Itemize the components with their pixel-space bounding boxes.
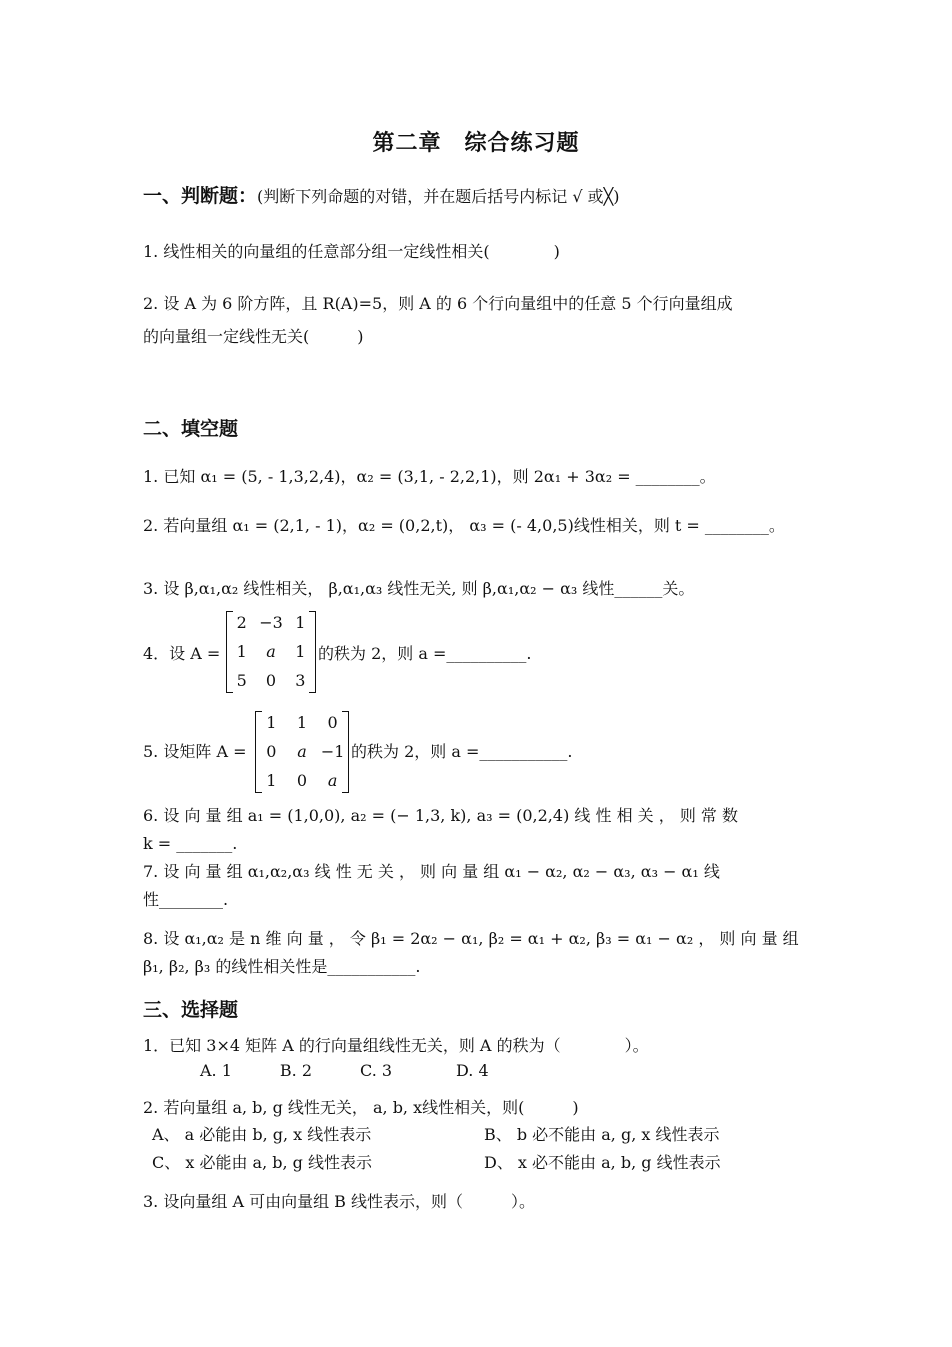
s2-question-5-prefix: 5. 设矩阵 A = (143, 742, 247, 761)
section-2-heading: 二、填空题 (143, 418, 239, 440)
s2-question-8-line-1: 8. 设 α₁,α₂ 是 n 维 向 量 ， 令 β₁ = 2α₂ − α₁, β₂ = α₁ + α₂, β₃ = α₁ − α₂ ， 则 向 量 组 (143, 929, 799, 948)
s2-question-7-line-1: 7. 设 向 量 组 α₁,α₂,α₃ 线 性 无 关 ， 则 向 量 组 α₁ − α₂, α₂ − α₃, α₃ − α₁ 线 (143, 862, 720, 881)
matrix-cell: 3 (295, 671, 306, 690)
s3-question-2-option-c: C、 x 必能由 a, b, g 线性表示 (152, 1153, 372, 1172)
matrix-row (256, 771, 348, 790)
page-title: 第二章 综合练习题 (372, 130, 580, 156)
matrix-cell: −3 (259, 613, 283, 632)
s2-question-6-line-2: k = _______. (143, 834, 238, 853)
matrix-row (256, 713, 348, 732)
section-1-title: 一、判断题： (143, 185, 258, 207)
s2-question-8-line-2: β₁, β₂, β₃ 的线性相关性是___________. (143, 957, 421, 976)
section-3-heading: 三、选择题 (143, 999, 239, 1021)
s3-question-1-options: A. 1 B. 2 C. 3 D. 4 (200, 1061, 489, 1080)
s2-question-4-suffix: 的秩为 2，则 a =__________. (318, 644, 532, 663)
s2-question-5-matrix (255, 711, 349, 793)
matrix-row (256, 742, 348, 761)
matrix-row (227, 642, 315, 661)
matrix-cell: 1 (266, 771, 277, 790)
matrix-cell: a (327, 771, 338, 790)
matrix-cell: 1 (295, 613, 306, 632)
section-1-heading (143, 181, 620, 208)
s3-question-2: 2. 若向量组 a, b, g 线性无关， a, b, x线性相关，则( ) (143, 1098, 579, 1117)
s1-question-2-line-1: 2. 设 A 为 6 阶方阵，且 R(A)=5，则 A 的 6 个行向量组中的任意 5 个行向量组成 (143, 294, 733, 313)
matrix-cell: 5 (236, 671, 247, 690)
matrix-cell: 0 (327, 713, 338, 732)
s3-question-2-option-a: A、 a 必能由 b, g, x 线性表示 (152, 1125, 372, 1144)
matrix-cell: 1 (236, 642, 247, 661)
s2-question-2: 2. 若向量组 α₁ = (2,1, - 1)，α₂ = (0,2,t)， α₃ = (- 4,0,5)线性相关，则 t = ________。 (143, 516, 785, 535)
matrix-row (227, 613, 315, 632)
matrix-cell: 0 (266, 742, 277, 761)
s2-question-4-prefix: 4．设 A = (143, 644, 221, 663)
s2-question-7-line-2: 性________. (143, 890, 229, 909)
matrix-cell: −1 (320, 742, 345, 761)
matrix-cell: 2 (236, 613, 247, 632)
s3-question-3: 3. 设向量组 A 可由向量组 B 线性表示，则（ ）。 (143, 1192, 536, 1211)
s2-question-3: 3. 设 β,α₁,α₂ 线性相关， β,α₁,α₃ 线性无关, 则 β,α₁,α₂ − α₃ 线性______关。 (143, 579, 695, 598)
matrix-cell: a (297, 742, 307, 761)
matrix-cell: 0 (265, 671, 277, 690)
s3-question-1: 1．已知 3×4 矩阵 A 的行向量组线性无关，则 A 的秩为（ ）。 (143, 1036, 649, 1055)
s2-question-1: 1. 已知 α₁ = (5, - 1,3,2,4)，α₂ = (3,1, - 2,2,1)，则 2α₁ + 3α₂ = ________。 (143, 467, 716, 486)
matrix-cell: 1 (295, 642, 306, 661)
s3-question-2-option-d: D、 x 必不能由 a, b, g 线性表示 (484, 1153, 721, 1172)
s1-question-1: 1. 线性相关的向量组的任意部分组一定线性相关( ) (143, 242, 560, 261)
s2-question-5-suffix: 的秩为 2，则 a =___________. (351, 742, 573, 761)
matrix-cell: a (266, 642, 276, 661)
section-1-note: (判断下列命题的对错，并在题后括号内标记 √ 或╳) (257, 187, 620, 206)
matrix-cell: 1 (266, 713, 277, 732)
matrix-cell: 1 (296, 713, 308, 732)
s3-question-2-option-b: B、 b 必不能由 a, g, x 线性表示 (484, 1125, 720, 1144)
s2-question-4-matrix (226, 611, 316, 693)
matrix-row (227, 671, 315, 690)
s2-question-6-line-1: 6. 设 向 量 组 a₁ = (1,0,0), a₂ = (− 1,3, k), a₃ = (0,2,4) 线 性 相 关 ， 则 常 数 (143, 806, 739, 825)
s1-question-2-line-2: 的向量组一定线性无关( ) (143, 327, 364, 346)
matrix-cell: 0 (296, 771, 308, 790)
